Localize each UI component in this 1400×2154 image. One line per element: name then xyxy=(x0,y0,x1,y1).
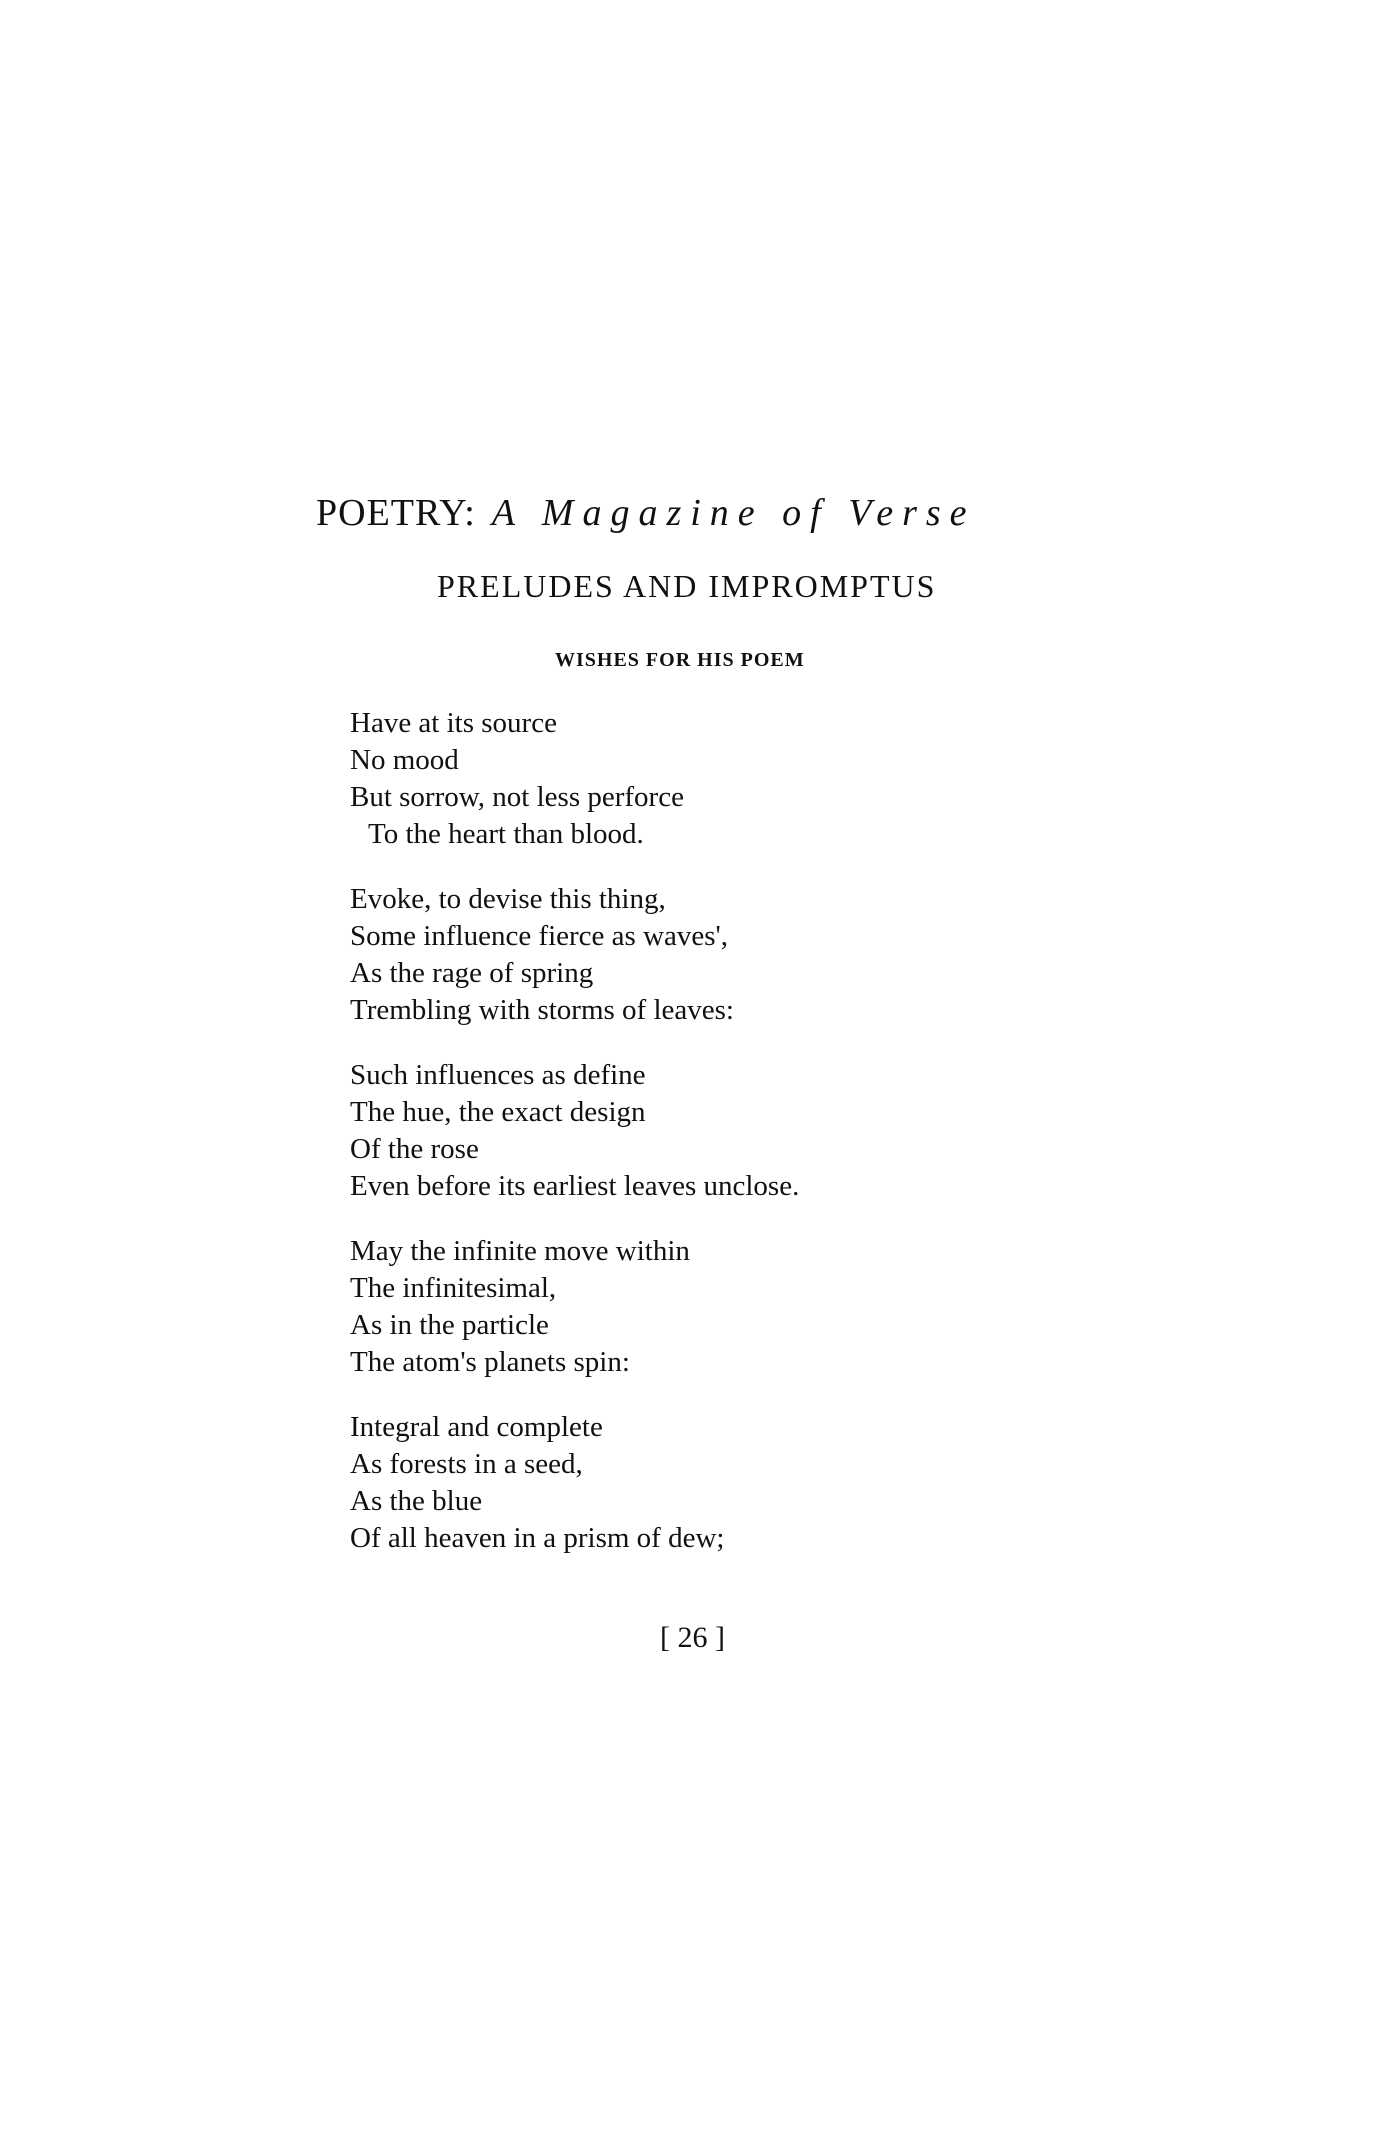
poem-line: Such influences as define xyxy=(350,1059,646,1091)
poem-line: Evoke, to devise this thing, xyxy=(350,883,666,915)
poem-line: May the infinite move within xyxy=(350,1235,690,1267)
stanza xyxy=(350,881,1250,1029)
poem-line: To the heart than blood. xyxy=(368,818,644,850)
poem-body xyxy=(350,705,1250,1585)
stanza xyxy=(350,1233,1250,1381)
poem-line: Of the rose xyxy=(350,1133,479,1165)
running-head xyxy=(316,490,976,536)
stanza xyxy=(350,1057,1250,1205)
poem-line: Trembling with storms of leaves: xyxy=(350,994,734,1026)
poem-line: As forests in a seed, xyxy=(350,1448,583,1480)
poem-line: Integral and complete xyxy=(350,1411,603,1443)
poem-line: As in the particle xyxy=(350,1309,549,1341)
stanza xyxy=(350,705,1250,853)
poem-line: Of all heaven in a prism of dew; xyxy=(350,1522,725,1554)
poem-line: But sorrow, not less perforce xyxy=(350,781,684,813)
poem-line: Some influence fierce as waves', xyxy=(350,920,729,952)
stanza xyxy=(350,1409,1250,1557)
poem-line: As the blue xyxy=(350,1485,483,1517)
poem-line: No mood xyxy=(350,744,459,776)
poem-line: The atom's planets spin: xyxy=(350,1346,630,1378)
poem-line: The infinitesimal, xyxy=(350,1272,557,1304)
poem-line: Even before its earliest leaves unclose. xyxy=(350,1170,800,1202)
section-title: PRELUDES AND IMPROMPTUS xyxy=(437,568,937,604)
poem-line: The hue, the exact design xyxy=(350,1096,646,1128)
page-number: [ 26 ] xyxy=(660,1621,725,1654)
magazine-name: POETRY: xyxy=(316,492,476,534)
poem-title: WISHES FOR HIS POEM xyxy=(555,649,805,671)
poem-line: Have at its source xyxy=(350,707,557,739)
magazine-subtitle: A Magazine of Verse xyxy=(491,492,976,534)
poem-line: As the rage of spring xyxy=(350,957,594,989)
